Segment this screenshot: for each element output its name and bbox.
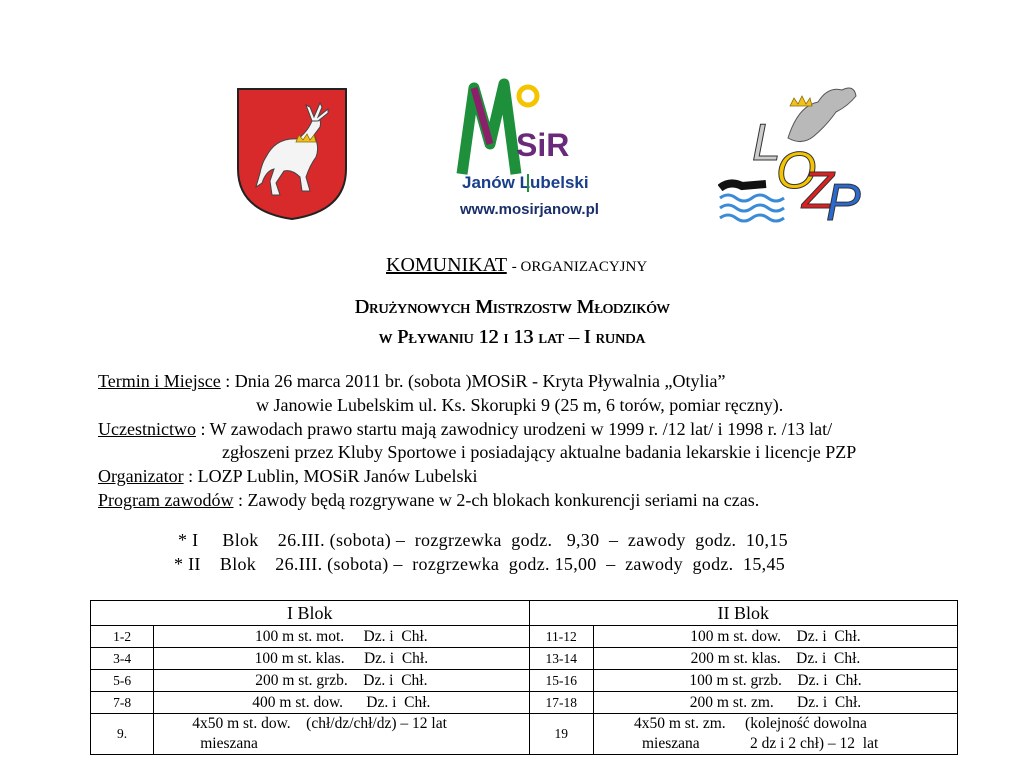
svg-text:O: O [776, 142, 817, 200]
event-name: 100 m st. klas. Dz. i Chł. [154, 648, 529, 670]
subtitle-line-2: w Pływaniu 12 i 13 lat – I runda [378, 326, 646, 348]
document-title [386, 254, 647, 277]
event-number: 13-14 [529, 648, 593, 670]
mosir-logo [456, 74, 628, 222]
event-name: 400 m st. dow. Dz. i Chł. [154, 692, 529, 714]
termin-paragraph [98, 370, 725, 392]
mosir-url: www.mosirjanow.pl [460, 201, 599, 218]
block-2-header: II Blok [529, 601, 957, 626]
svg-text:P: P [826, 174, 861, 224]
event-number: 7-8 [91, 692, 154, 714]
relay-event-2-line-2: mieszana 2 dz i 2 chł) – 12 lat [641, 735, 879, 752]
event-number: 9. [91, 714, 154, 755]
table-row [91, 670, 958, 692]
event-number: 5-6 [91, 670, 154, 692]
event-name: 200 m st. grzb. Dz. i Chł. [154, 670, 529, 692]
organizator-paragraph [98, 465, 477, 487]
relay-event-1 [154, 714, 529, 755]
table-header-row [91, 601, 958, 626]
program-label: Program zawodów [98, 490, 234, 510]
event-name: 100 m st. dow. Dz. i Chł. [593, 626, 957, 648]
block-1-header: I Blok [91, 601, 530, 626]
organizator-text: : LOZP Lublin, MOSiR Janów Lubelski [183, 466, 478, 486]
organizacyjny-word: - ORGANIZACYJNY [511, 259, 648, 275]
mosir-letters: SiR [516, 127, 570, 163]
event-name: 200 m st. klas. Dz. i Chł. [593, 648, 957, 670]
komunikat-word: KOMUNIKAT [386, 254, 507, 276]
relay-event-2 [593, 714, 957, 755]
svg-text:Z: Z [802, 162, 834, 220]
event-name: 100 m st. grzb. Dz. i Chł. [593, 670, 957, 692]
relay-event-1-line-1: 4x50 m st. dow. (chł/dz/chł/dz) – 12 lat [192, 715, 447, 732]
coat-of-arms-logo [236, 87, 348, 221]
organizator-label: Organizator [98, 466, 184, 486]
relay-event-2-line-1: 4x50 m st. zm. (kolejność dowolna [633, 715, 867, 732]
block-1-schedule: * I Blok 26.III. (sobota) – rozgrzewka godz. 9,30 – zawody godz. 10,15 [178, 530, 788, 550]
program-text: : Zawody będą rozgrywane w 2-ch blokach konkurencji seriami na czas. [233, 490, 760, 510]
table-row [91, 648, 958, 670]
event-number: 17-18 [529, 692, 593, 714]
event-number: 15-16 [529, 670, 593, 692]
event-number: 1-2 [91, 626, 154, 648]
event-number: 3-4 [91, 648, 154, 670]
event-name: 200 m st. zm. Dz. i Chł. [593, 692, 957, 714]
program-paragraph [98, 489, 759, 511]
termin-text-2: w Janowie Lubelskim ul. Ks. Skorupki 9 (25 m, 6 torów, pomiar ręczny). [256, 395, 784, 415]
subtitle-line-1: Drużynowych Mistrzostw Młodzików [354, 296, 670, 318]
event-number: 11-12 [529, 626, 593, 648]
table-row [91, 692, 958, 714]
block-2-schedule: * II Blok 26.III. (sobota) – rozgrzewka godz. 15,00 – zawody godz. 15,45 [174, 554, 786, 574]
uczestnictwo-text: : W zawodach prawo startu mają zawodnicy urodzeni w 1999 r. /12 lat/ i 1998 r. /13 lat/ [195, 419, 833, 439]
relay-event-1-line-2: mieszana [200, 735, 258, 752]
events-table [90, 600, 958, 755]
uczestnictwo-label: Uczestnictwo [98, 419, 196, 439]
uczestnictwo-paragraph [98, 418, 832, 440]
termin-text: : Dnia 26 marca 2011 br. (sobota )MOSiR - Kryta Pływalnia „Otylia” [220, 371, 726, 391]
lozp-logo [718, 76, 866, 224]
svg-text:L: L [752, 114, 781, 172]
uczestnictwo-text-2: zgłoszeni przez Kluby Sportowe i posiadający aktualne badania lekarskie i licencje PZP [222, 442, 857, 462]
termin-label: Termin i Miejsce [98, 371, 221, 391]
event-number: 19 [529, 714, 593, 755]
event-name: 100 m st. mot. Dz. i Chł. [154, 626, 529, 648]
mosir-town: Janów Lubelski [462, 173, 589, 192]
table-row [91, 714, 958, 755]
table-row [91, 626, 958, 648]
